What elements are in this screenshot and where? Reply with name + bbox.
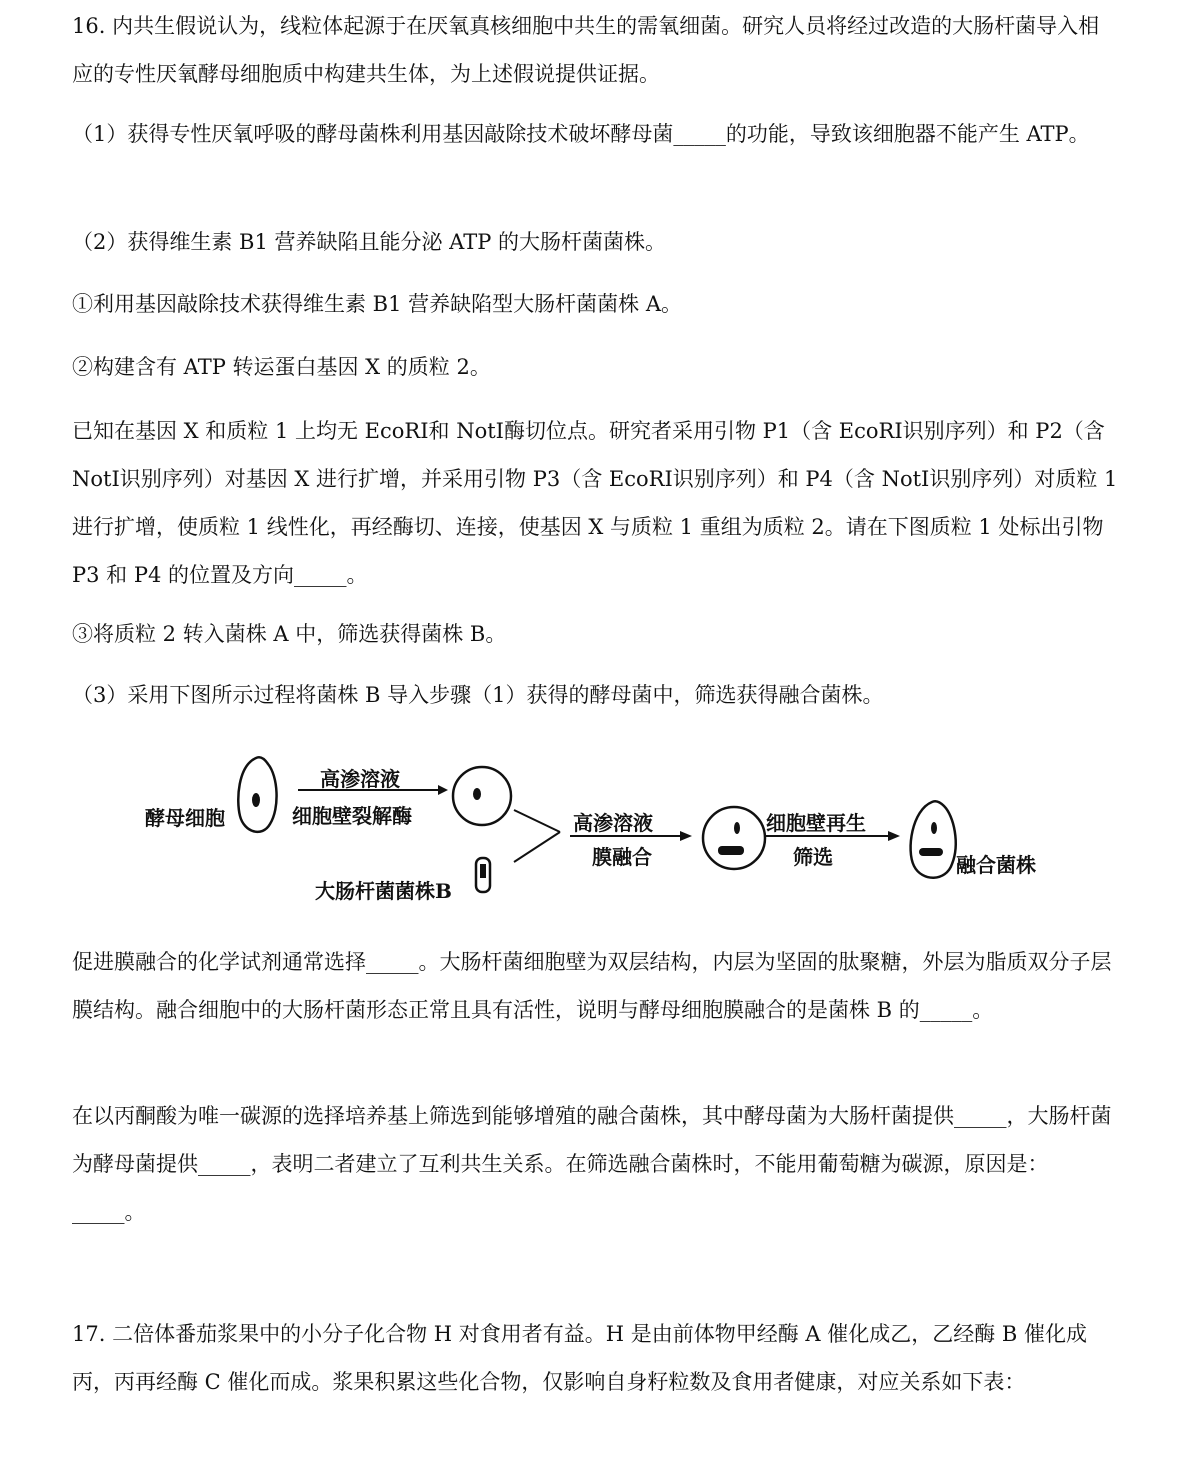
ecoli-icon (476, 858, 490, 892)
yeast-label: 酵母细胞 (145, 806, 225, 830)
q16-known: 已知在基因 X 和质粒 1 上均无 EcoRⅠ和 NotⅠ酶切位点。研究者采用引物 P1（含 EcoRⅠ识别序列）和 P2（含 NotⅠ识别序列）对基因 X 进行扩增，并采用引物 P3（含 EcoRⅠ识别序列）和 P4（含 NotⅠ识别序列）对质粒 1 进行扩增，使质粒 1 线性化，再经酶切、连接，使基因 X 与质粒 1 重组为质粒 2。请在下图质粒 1 处标出引物 P3 和 P4 的位置及方向_____。 (72, 419, 1118, 587)
arrow1-bottom-label: 细胞壁裂解酶 (292, 804, 412, 828)
fused-strain-cell-icon (911, 801, 956, 878)
protoplast-icon (453, 767, 511, 825)
arrow1-top-label: 高渗溶液 (320, 767, 400, 791)
arrow3-bottom-label: 筛选 (793, 845, 833, 869)
q16-part3: （3）采用下图所示过程将菌株 B 导入步骤（1）获得的酵母菌中，筛选获得融合菌株。 (72, 683, 884, 707)
q16-step2: ②构建含有 ATP 转运蛋白基因 X 的质粒 2。 (72, 355, 491, 379)
q17-intro: 17. 二倍体番茄浆果中的小分子化合物 H 对食用者有益。H 是由前体物甲经酶 A 催化成乙，乙经酶 B 催化成丙，丙再经酶 C 催化而成。浆果积累这些化合物，仅影响自身籽粒数及食用者健康，对应关系如下表： (72, 1322, 1088, 1394)
fused-strain-label: 融合菌株 (956, 853, 1036, 877)
ecoli-label: 大肠杆菌菌株B (315, 879, 452, 903)
fused-protoplast-icon (703, 807, 765, 869)
merge-lines (514, 810, 560, 862)
q16-intro: 16. 内共生假说认为，线粒体起源于在厌氧真核细胞中共生的需氧细菌。研究人员将经过改造的大肠杆菌导入相应的专性厌氧酵母细胞质中构建共生体，为上述假说提供证据。 (72, 14, 1100, 86)
yeast-cell-icon (238, 757, 276, 832)
q16-pyruvate-question: 在以丙酮酸为唯一碳源的选择培养基上筛选到能够增殖的融合菌株，其中酵母菌为大肠杆菌提供_____，大肠杆菌为酵母菌提供_____，表明二者建立了互利共生关系。在筛选融合菌株时，不能用葡萄糖为碳源，原因是：_____。 (72, 1104, 1112, 1224)
q16-part1: （1）获得专性厌氧呼吸的酵母菌株利用基因敲除技术破坏酵母菌_____的功能，导致该细胞器不能产生 ATP。 (72, 122, 1090, 146)
arrow3-top-label: 细胞壁再生 (766, 811, 866, 835)
q16-step1: ①利用基因敲除技术获得维生素 B1 营养缺陷型大肠杆菌菌株 A。 (72, 292, 682, 316)
q16-part2: （2）获得维生素 B1 营养缺陷且能分泌 ATP 的大肠杆菌菌株。 (72, 230, 667, 254)
arrow2-bottom-label: 膜融合 (592, 845, 652, 869)
q16-step3: ③将质粒 2 转入菌株 A 中，筛选获得菌株 B。 (72, 622, 507, 646)
arrow2-top-label: 高渗溶液 (573, 811, 653, 835)
q16-fusion-question: 促进膜融合的化学试剂通常选择_____。大肠杆菌细胞壁为双层结构，内层为坚固的肽聚糖，外层为脂质双分子层膜结构。融合细胞中的大肠杆菌形态正常且具有活性，说明与酵母细胞膜融合的是菌株 B 的_____。 (72, 950, 1112, 1022)
cell-fusion-figure (0, 740, 1190, 920)
